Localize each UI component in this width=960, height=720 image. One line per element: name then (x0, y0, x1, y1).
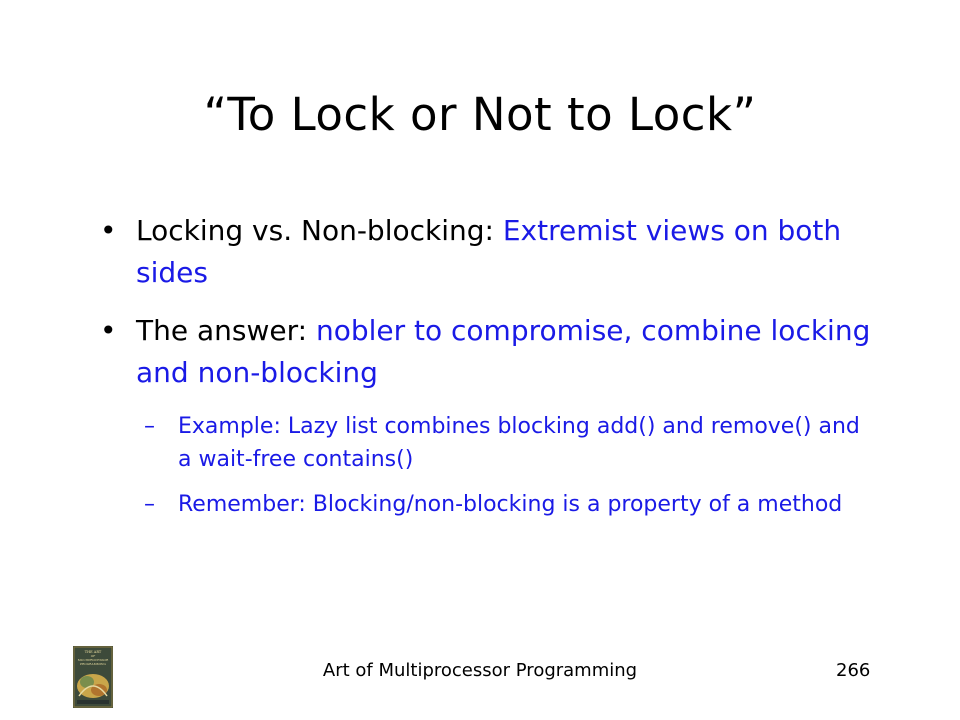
bullet-lead-text: Locking vs. Non-blocking: (136, 214, 503, 247)
footer-title: Art of Multiprocessor Programming (322, 660, 638, 681)
bullet-list (100, 210, 880, 533)
sub-bullet-dash: – (144, 414, 155, 439)
bullet-dot: • (100, 214, 117, 247)
sub-bullet-item (100, 410, 880, 476)
book-cover-text: PROGRAMMING (80, 662, 106, 666)
bullet-emphasis-text: Extremist views on both sides (136, 214, 842, 289)
page-number: 266 (836, 660, 871, 681)
sub-bullet-dash: – (144, 492, 155, 517)
bullet-item (100, 210, 880, 294)
book-cover-text: THE ART (84, 650, 102, 654)
bullet-item (100, 310, 880, 394)
bullet-dot: • (100, 314, 117, 347)
sub-bullet-text: Remember: Blocking/non-blocking is a property of a method (178, 492, 843, 517)
slide-title: “To Lock or Not to Lock” (203, 88, 757, 141)
book-cover-text: MULTIPROCESSOR (77, 658, 109, 662)
bullet-emphasis-text: nobler to compromise, combine locking and non-blocking (136, 314, 871, 389)
book-cover-text: OF (90, 654, 96, 658)
sub-bullet-item (100, 488, 880, 521)
bullet-lead-text: The answer: (136, 314, 316, 347)
sub-bullet-text: Example: Lazy list combines blocking add() and remove() and a wait-free contains() (178, 414, 860, 472)
